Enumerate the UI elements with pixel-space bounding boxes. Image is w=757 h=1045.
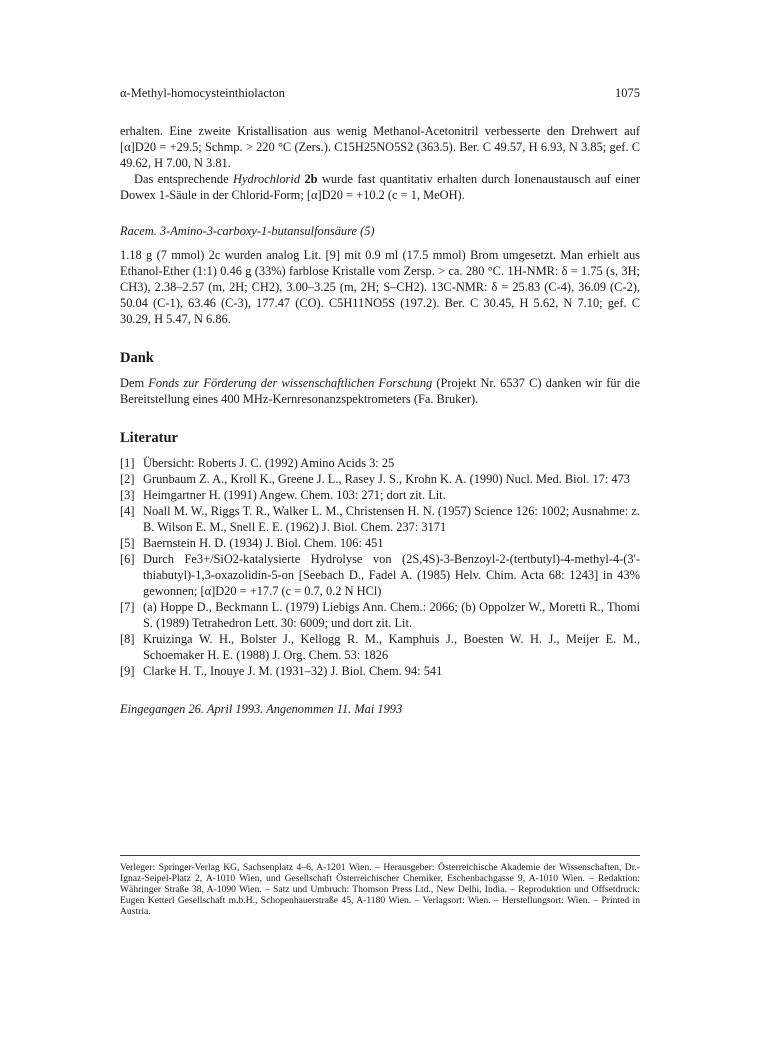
paragraph-2 [120, 171, 640, 203]
reference-item [120, 599, 640, 631]
paragraph-2-text-c: wurde fast quantitativ erhalten durch Ionenaustausch auf einer Dowex 1-Säule in der Chlorid-Form; [α]D20 = +10.2 (c = 1, MeOH). [120, 172, 640, 202]
paragraph-1-line-2: [α]D20 = +29.5; Schmp. > 220 °C (Zers.). C15H25NO5S2 (363.5). Ber. C 49.57, H 6.93, N 3.85; gef. C [120, 140, 640, 154]
reference-number: [4] [120, 504, 135, 518]
acknowledgement-text [120, 375, 640, 407]
reference-text: Grunbaum Z. A., Kroll K., Greene J. L., Rasey J. S., Krohn K. A. (1990) Nucl. Med. Biol. 17: 473 [143, 472, 630, 486]
reference-number: [7] [120, 600, 135, 614]
running-header [120, 86, 640, 102]
publisher-footer: Verleger: Springer-Verlag KG, Sachsenplatz 4–6, A-1201 Wien. – Herausgeber: Österreichische Akademie der Wissenschaften, Dr.-Ignaz-Seipel-Platz 2, A-1010 Wien, und Gesellschaft Österreichischer Chemiker, Eschenbachgasse 9, A-1010 Wien. – Redaktion: Währinger Straße 38, A-1090 Wien. – Satz und Umbruch: Thomson Press Ltd., New Delhi, India. – Reproduktion und Offsetdruck: Eugen Ketterl Gesellschaft m.b.H., Schopenhauerstraße 45, A-1180 Wien. – Verlagsort: Wien. – Herstellungsort: Wien. – Printed in Austria. [120, 855, 640, 917]
reference-item [120, 503, 640, 535]
main-content [120, 123, 640, 717]
compound-heading: Racem. 3-Amino-3-carboxy-1-butansulfonsäure (5) [120, 224, 375, 238]
paragraph-3: 1.18 g (7 mmol) 2c wurden analog Lit. [9] mit 0.9 ml (17.5 mmol) Brom umgesetzt. Man erhielt aus Ethanol-Ether (1:1) 0.46 g (33%) farblose Kristalle vom Zersp. > ca. 280 °C. 1H-NMR: δ = 1.75 (s, 3H; CH3), 2.38–2.57 (m, 2H; CH2), 3.00–3.25 (m, 2H; S–CH2). 13C-NMR: δ = 25.83 (C-4), 36.09 (C-2), 50.04 (C-1), 63.46 (C-3), 177.47 (CO). C5H11NO5S (197.2). Ber. C 30.45, H 5.62, N 7.10; gef. C 30.29, H 5.47, N 6.86. [120, 248, 640, 326]
dank-text-a: Dem [120, 376, 149, 390]
reference-item [120, 455, 640, 471]
reference-text: Heimgartner H. (1991) Angew. Chem. 103: 271; dort zit. Lit. [143, 488, 446, 502]
reference-number: [9] [120, 664, 135, 678]
reference-list [120, 455, 640, 679]
paragraph-1-line-3: 49.62, H 7.00, N 3.81. [120, 156, 231, 170]
dank-text-b: (Projekt Nr. 6537 C) danken wir für die Bereitstellung eines 400 MHz-Kernresonanzspektrometers (Fa. Bruker). [120, 376, 640, 406]
reference-text: Noall M. W., Riggs T. R., Walker L. M., Christensen H. N. (1957) Science 126: 1002; Ausnahme: z. B. Wilson E. M., Snell E. E. (1962) J. Biol. Chem. 237: 3171 [143, 504, 640, 534]
paragraph-1-line-1: erhalten. Eine zweite Kristallisation aus wenig Methanol-Acetonitril verbesserte den Drehwert auf [120, 124, 640, 138]
reference-item [120, 487, 640, 503]
reference-text: Clarke H. T., Inouye J. M. (1931–32) J. Biol. Chem. 94: 541 [143, 664, 443, 678]
reference-item [120, 471, 640, 487]
paragraph-2-text-a: Das entsprechende [134, 172, 234, 186]
reference-number: [5] [120, 536, 135, 550]
reference-item [120, 663, 640, 679]
reference-number: [2] [120, 472, 135, 486]
reference-text: Übersicht: Roberts J. C. (1992) Amino Acids 3: 25 [143, 456, 395, 470]
received-dates: Eingegangen 26. April 1993. Angenommen 11. Mai 1993 [120, 702, 403, 716]
section-heading-literatur: Literatur [120, 430, 178, 446]
running-title: α-Methyl-homocysteinthiolacton [120, 86, 285, 100]
reference-text: (a) Hoppe D., Beckmann L. (1979) Liebigs Ann. Chem.: 2066; (b) Oppolzer W., Moretti R., Thomi S. (1989) Tetrahedron Lett. 30: 6009; und dort zit. Lit. [143, 600, 640, 630]
hydrochlorid-term: Hydrochlorid [233, 172, 301, 186]
reference-number: [1] [120, 456, 135, 470]
section-heading-dank: Dank [120, 350, 154, 366]
reference-number: [8] [120, 632, 135, 646]
fonds-name: Fonds zur Förderung der wissenschaftlichen Forschung [148, 376, 433, 390]
reference-item [120, 631, 640, 663]
reference-text: Kruizinga W. H., Bolster J., Kellogg R. M., Kamphuis J., Boesten W. H. J., Meijer E. M., Schoemaker H. E. (1988) J. Org. Chem. 53: 1826 [143, 632, 640, 662]
compound-ref-2b: 2b [300, 172, 318, 186]
page-number: 1075 [615, 86, 640, 100]
reference-text: Durch Fe3+/SiO2-katalysierte Hydrolyse von (2S,4S)-3-Benzoyl-2-(tertbutyl)-4-methyl-4-(3'-thiabutyl)-1,3-oxazolidin-5-on [Seebach D., Fadel A. (1985) Helv. Chim. Acta 68: 1243] in 43% gewonnen; [α]D20 = +17.7 (c = 0.7, 0.2 N HCl) [143, 552, 640, 598]
paragraph-1 [120, 123, 640, 171]
reference-item [120, 551, 640, 599]
reference-number: [3] [120, 488, 135, 502]
reference-number: [6] [120, 552, 135, 566]
reference-text: Baernstein H. D. (1934) J. Biol. Chem. 106: 451 [143, 536, 384, 550]
reference-item [120, 535, 640, 551]
